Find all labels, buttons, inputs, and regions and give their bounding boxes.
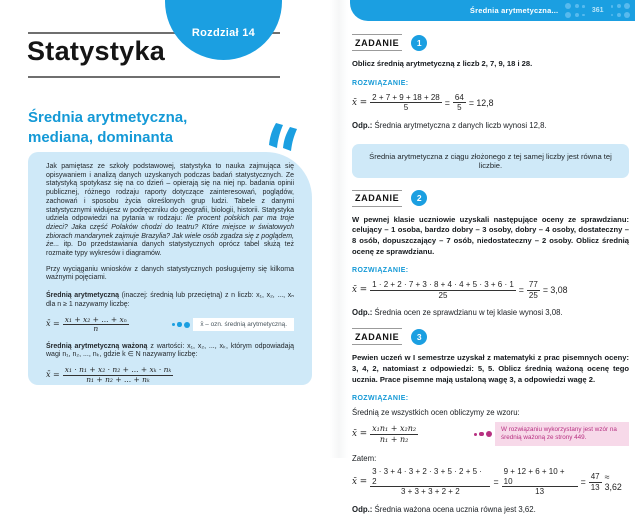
answer-line [352, 121, 629, 130]
dot-icon [617, 4, 621, 8]
exercises-column [352, 28, 629, 525]
task-statement: Oblicz średnią arytmetyczną z liczb 2, 7, 9, 18 i 28. [352, 59, 533, 68]
section-title-line: Średnia arytmetyczna, [28, 109, 188, 126]
formula-row [46, 316, 294, 334]
definition-text: (inaczej: średnią lub przeciętną) z n liczb: x₁, x₂, ..., xₙ dla n ≥ 1 nazywamy liczbę: [46, 292, 294, 308]
right-page [340, 0, 635, 514]
dot-icon [611, 5, 614, 8]
running-header [350, 0, 635, 21]
intro-paragraph [46, 163, 294, 259]
fraction: $\frac{47}{13}$ [590, 471, 600, 492]
fraction: $\frac{9 + 12 + 6 + 10 + 10}{13}$ [502, 467, 578, 497]
dot-icon [582, 14, 585, 17]
dot-icon [565, 3, 571, 9]
chapter-badge [165, 0, 282, 60]
dot-icon [624, 12, 630, 18]
formula-segment: = 3,08 [542, 285, 568, 296]
solution-label: ROZWIĄZANIE: [352, 267, 409, 275]
task-number-badge: 2 [411, 190, 427, 206]
dots-pattern-icon [611, 3, 631, 18]
answer-text: Średnia ocen ze sprawdzianu w tej klasie wynosi 3,08. [374, 308, 563, 318]
answer-line [352, 308, 629, 317]
fraction: $\frac{1 \cdot 2 + 2 \cdot 7 + 3 \cdot 8 + 4 \cdot 4 + 5 \cdot 3 + 6 \cdot 1}{25}$ [372, 280, 514, 300]
dots-pattern-icon [565, 3, 585, 18]
dot-icon [184, 322, 190, 328]
formula-segment: = [518, 285, 524, 296]
divider-line [28, 76, 280, 78]
dot-icon [474, 433, 477, 436]
chapter-badge-label: Rozdział 14 [191, 27, 256, 39]
answer-text: Średnia ważona ocena ucznia równa jest 3,62. [374, 504, 536, 514]
formula-segment: = [493, 477, 499, 488]
arithmetic-mean-formula [46, 316, 129, 334]
formula-segment: x̄ = [352, 477, 368, 488]
task-statement: Pewien uczeń w I semestrze uzyskał z matematyki z prac pisemnych oceny: 3, 4, 2, natomiast z odpowiedzi: 5, 5. Oblicz średnią ważoną ocenę tego ucznia. Prace pisemne mają ustaloną wagę 3, a odpowiedzi wagę 2. [352, 353, 629, 384]
intro-text: itp. Do przedstawiania danych statystycznych oprócz tabel służą też rozmaite typy wykresów i diagramów. [46, 241, 294, 258]
answer-label: Odp.: [352, 308, 373, 318]
task-label: ZADANIE [352, 190, 402, 207]
section-title [28, 108, 187, 148]
solution-label: ROZWIĄZANIE: [352, 79, 409, 87]
answer-label: Odp.: [352, 504, 373, 514]
task-label: ZADANIE [352, 34, 402, 51]
page-number: 361 [591, 7, 604, 14]
fraction: $\frac{\text{x₁n₁ + x₂n₂}}{\text{n₁ + n₂}}$ [372, 424, 417, 444]
intro-text: Jak pamiętasz ze szkoły podstawowej, statystyka to nauka zajmująca się opisywaniem i analizą danych uzyskanych podczas badań statystycznych. Ze statystyką spotykasz się na co dzień – opierają się na niej np. badania opinii publicznej, różnego rodzaju raporty dotyczące zainteresowań, poglądów, zachowań i sposobu życia określonych grup ludzi. Tabele z danymi statystycznymi widujesz w podręczniku do geografii, biologii, historii. Statystyka udziela odpowiedzi na pytania w rodzaju: [46, 163, 294, 223]
task-header [352, 328, 629, 345]
formula-segment: = [580, 477, 586, 488]
solution-formula [352, 280, 629, 300]
task-statement: W pewnej klasie uczniowie uzyskali następujące oceny ze sprawdzianu: celujący – 1 osoba, bardzo dobry – 3 osoby, dobry – 4 osoby, dostateczny – 8 osób, dopuszczający – 7 osób, niedostateczny – 2 osoby. Oblicz średnią ocenę ze sprawdzianu. [352, 214, 629, 256]
fraction: $\frac{77}{25}$ [528, 280, 538, 300]
formula-segment: x̄ = [352, 97, 368, 108]
task-2 [352, 190, 629, 318]
margin-note: W rozwiązaniu wykorzystany jest wzór na średnią ważoną ze strony 449. [495, 422, 629, 446]
left-page [0, 0, 340, 458]
formula-segment: x̄ = [46, 319, 60, 329]
formula-segment: ≈ 3,62 [604, 472, 622, 493]
dot-icon [611, 14, 614, 17]
solution-intro: Średnią ze wszystkich ocen obliczymy ze wzoru: [352, 408, 520, 418]
formula-segment: x̄ = [352, 429, 368, 440]
dot-icon [575, 4, 579, 8]
definition-text: z wartości: x₁, x₂, ..., xₖ, którym odpowiadają wagi n₁, n₂, ..., nₖ, gdzie k ∈ N nazywamy liczbę: [46, 342, 294, 359]
task-header [352, 34, 629, 51]
definition-weighted-mean [46, 343, 294, 360]
running-header-title: Średnia arytmetyczna... [469, 6, 559, 15]
weighted-mean-formula [46, 366, 173, 384]
formula-segment: = 12,8 [468, 97, 494, 108]
margin-note: x̄ – ozn. średnią arytmetyczną. [193, 318, 294, 332]
solution-formula [352, 93, 629, 113]
intro-italic-questions: Ile procent polskich par ma troje dzieci? Jaka część Polaków chodzi do teatru? Które miejsce w światowych zbiorach mandarynek zajmuje Brazylia? Jak wiele osób zgadza się z poglądem, że... [46, 215, 294, 249]
intro-panel [28, 152, 312, 385]
tip-box: Średnia arytmetyczna z ciągu złożonego z tej samej liczby jest równa tej liczbie. [352, 144, 629, 178]
intro-paragraph: Przy wyciąganiu wniosków z danych statystycznych posługujemy się kilkoma ważnymi pojęciami. [46, 265, 294, 282]
fraction: $\frac{\text{x₁ · n₁ + x₂ · n₂ + ... + xₖ · nₖ}}{\text{n₁ + n₂ + ... + nₖ}}$ [64, 365, 172, 384]
solution-formula [352, 467, 629, 497]
task-1 [352, 34, 629, 130]
dot-icon [565, 12, 571, 18]
fraction: $\frac{3 \cdot 3 + 4 \cdot 3 + 2 \cdot 3 + 5 \cdot 2 + 5 \cdot 2}{3 + 3 + 3 + 2 + 2}$ [370, 467, 490, 497]
dot-icon [479, 432, 484, 437]
fraction: $\frac{\text{x₁ + x₂ + ... + xₙ}}{n}$ [64, 314, 127, 334]
task-number-badge: 1 [411, 35, 427, 51]
section-title-line: mediana, dominanta [28, 129, 174, 146]
dot-icon [486, 431, 492, 437]
solution-formula [352, 424, 418, 444]
formula-row [352, 422, 629, 446]
task-label: ZADANIE [352, 328, 402, 345]
note-dots-icon [474, 431, 493, 437]
note-dots-icon [172, 322, 191, 328]
formula-segment: x̄ = [46, 369, 60, 379]
task-header [352, 190, 629, 207]
answer-label: Odp.: [352, 120, 373, 130]
dot-icon [617, 13, 621, 17]
fraction: $\frac{2 + 7 + 9 + 18 + 28}{5}$ [372, 92, 440, 113]
solution-label: ROZWIĄZANIE: [352, 395, 409, 403]
definition-term: Średnią arytmetyczną [46, 292, 120, 300]
definition-arithmetic-mean [46, 292, 294, 309]
dot-icon [172, 323, 175, 326]
answer-text: Średnia arytmetyczna z danych liczb wynosi 12,8. [374, 120, 547, 130]
then-label: Zatem: [352, 454, 377, 464]
task-number-badge: 3 [411, 329, 427, 345]
dot-icon [575, 13, 579, 17]
formula-row [46, 366, 294, 384]
dot-icon [177, 322, 182, 327]
page-title: Statystyka [27, 36, 166, 66]
formula-segment: x̄ = [352, 285, 368, 296]
fraction: $\frac{64}{5}$ [454, 92, 464, 113]
definition-term: Średnią arytmetyczną ważoną [46, 342, 148, 350]
formula-segment: = [444, 97, 450, 108]
dot-icon [624, 3, 630, 9]
dot-icon [582, 5, 585, 8]
quote-icon [264, 123, 298, 153]
task-3 [352, 328, 629, 514]
answer-line [352, 505, 629, 514]
